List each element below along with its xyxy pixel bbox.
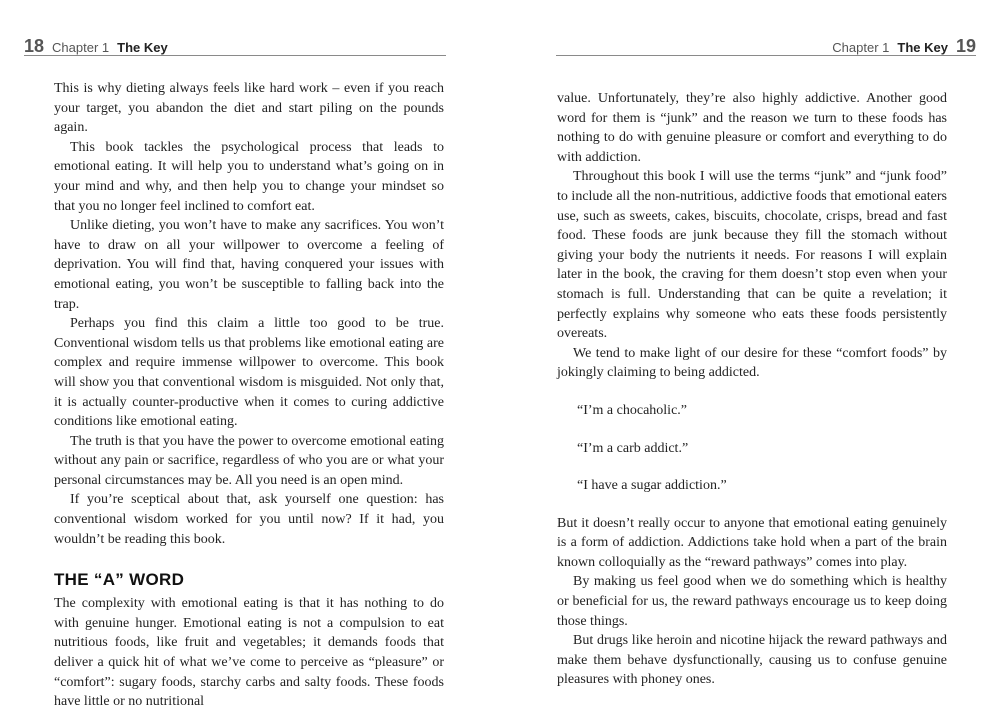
right-paragraph: value. Unfortunately, they’re also highly addictive. Another good word for them is “junk” and the reason we turn to these foods has nothing to do with genuine pleasure or comfort and everything to do with addiction. — [557, 91, 947, 165]
quote-line: “I’m a carb addict.” — [577, 440, 689, 456]
right-page-number: 19 — [955, 36, 976, 56]
left-page-body — [54, 79, 444, 712]
right-paragraph: We tend to make light of our desire for these “comfort foods” by jokingly claiming to being addicted. — [557, 345, 947, 381]
left-paragraph: The complexity with emotional eating is that it has nothing to do with genuine hunger. Emotional eating is not a compulsion to eat nutritious foods, like fruit and vegetables; it demands foods that deliver a quick hit of what we’ve come to perceive as “pleasure” or “comfort”: sugary foods, starchy carbs and salty foods. These foods have little or no nutritional — [54, 596, 444, 710]
right-paragraph: But drugs like heroin and nicotine hijack the reward pathways and make them behave dysfunctionally, causing us to confuse genuine pleasures with phoney ones. — [557, 633, 947, 688]
right-running-header — [832, 36, 976, 54]
left-paragraph: The truth is that you have the power to overcome emotional eating without any pain or sacrifice, regardless of who you are or what your personal circumstances may be. All you need is an open mind. — [54, 433, 444, 488]
right-header-rule — [556, 55, 976, 56]
left-chapter-title: The Key — [117, 40, 168, 55]
left-paragraph: This book tackles the psychological process that leads to emotional eating. It will help you to understand what’s going on in your mind and why, and then help you to change your mindset so that you no longer feel inclined to comfort eat. — [54, 139, 444, 214]
left-paragraph: Perhaps you find this claim a little too good to be true. Conventional wisdom tells us that problems like emotional eating are complex and require immense willpower to overcome. This book will show you that conventional wisdom is misguided. Not only that, it is actually counter-productive when it comes to curing addictive conditions like emotional eating. — [54, 316, 444, 430]
right-page-body — [557, 89, 947, 690]
left-paragraph: If you’re sceptical about that, ask yourself one question: has conventional wisdom worked for you until now? If it had, you wouldn’t be reading this book. — [54, 492, 444, 547]
quote-line: “I’m a chocaholic.” — [577, 402, 687, 418]
left-paragraph: Unlike dieting, you won’t have to make any sacrifices. You won’t have to draw on all your willpower to overcome a feeling of deprivation. You will find that, having conquered your issues with emotional eating, you won’t be susceptible to falling back into the trap. — [54, 218, 444, 312]
section-heading: THE “A” WORD — [54, 570, 185, 590]
right-chapter-label: Chapter 1 — [832, 40, 890, 55]
left-running-header — [24, 36, 168, 54]
right-paragraph: By making us feel good when we do something which is healthy or beneficial for us, the reward pathways encourage us to keep doing those things. — [557, 574, 947, 629]
left-header-rule — [24, 55, 446, 56]
left-page-number: 18 — [24, 36, 45, 56]
left-chapter-label: Chapter 1 — [52, 40, 110, 55]
right-paragraph: Throughout this book I will use the terms “junk” and “junk food” to include all the non-nutritious, addictive foods that emotional eaters use, such as sweets, cakes, biscuits, chocolate, crisps, bread and fast food. These foods are junk because they fill the stomach without giving your body the nutrients it needs. For reasons I will explain later in the book, the craving for them doesn’t stop even when your stomach is full. Understanding that can be quite a revelation; it perfectly explains why someone who eats these foods persistently overeats. — [557, 169, 947, 342]
quote-line: “I have a sugar addiction.” — [577, 478, 727, 494]
right-paragraph: But it doesn’t really occur to anyone that emotional eating genuinely is a form of addiction. Addictions take hold when a part of the brain known colloquially as the “reward pathways” comes into play. — [557, 515, 947, 570]
right-chapter-title: The Key — [897, 40, 948, 55]
left-paragraph: This is why dieting always feels like hard work – even if you reach your target, you abandon the diet and start piling on the pounds again. — [54, 81, 444, 136]
